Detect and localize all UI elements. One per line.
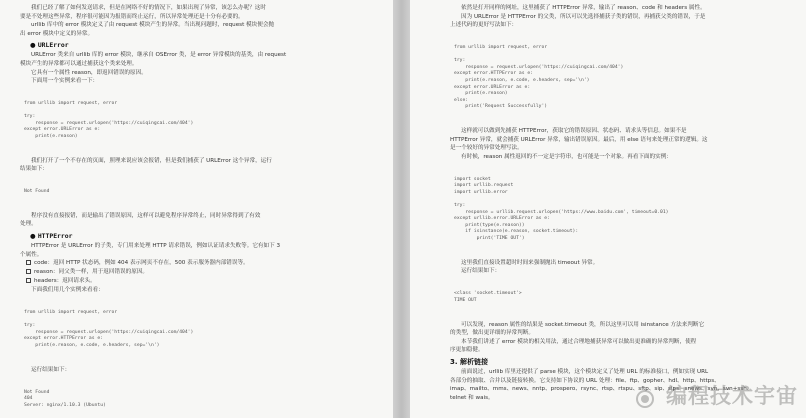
paragraph: 这里我们直接设置超时时间来强制抛出 timeout 异常。 [461,259,599,266]
paragraph: 这样就可以做到先捕获 HTTPError，获取它的错误原因、状态码、请求头等信息。如果不是 [461,128,687,135]
paragraph: 下面我们用几个实例来看看： [31,287,104,294]
paragraph: 本节我们讲述了 error 模块的相关用法，通过合理地捕获异常可以做出更准确的异常判断，使程 [461,338,697,345]
paragraph: imap、mailto、mms、news、nntp、prospero、rsync、rtsp、rtspu、sftp、sip、sips、snews、svn、svn+ssh、 [450,386,753,393]
code-block: import socket import urllib.request import urllib.error try: response = urllib.request.urlopen('https://www.baidu.com', timeout=0.01) except urllib.error.URLError as e: print(type(e.reason)) if isinstance(e.reason, socket.timeout): print('TIME OUT') [454,176,669,241]
paragraph: 结果如下： [20,166,48,173]
paragraph: 各部分的抽取、合并以及链接转换。它支持如下协议的 URL 处理：file、ftp、gopher、hdl、http、https、 [450,377,720,384]
paragraph: HTTPError 异常，就会捕获 URLError 异常，输出错误原因。最后，用 else 语句来处理正常的逻辑。这 [450,136,708,143]
checkbox-square-icon [26,260,31,265]
paragraph: 下面用一个实例来看一下： [31,78,99,85]
paragraph: 我们已经了解了如何发送请求，但是在网络不好的情况下，如果出现了异常，该怎么办呢？这时 [31,5,266,11]
paragraph: 依然是打开同样的网址，这里捕获了 HTTPError 异常，输出了 reason、code 和 headers 属性。 [461,5,706,11]
section-heading-httperror: ● HTTPError [30,232,73,241]
right-page [410,0,806,418]
output-block: Not Found 404 Server: nginx/1.10.3 (Ubuntu) [24,389,106,408]
left-page [0,0,393,418]
paragraph: 它具有一个属性 reason，即返回错误的原因。 [31,69,147,76]
paragraph: 个属性。 [20,251,43,258]
checkbox-square-icon [26,278,31,283]
right-page-content [450,4,792,402]
paragraph: 的类型，做出更详细的异常判断。 [450,330,534,337]
paragraph: 有时候，reason 属性返回的不一定是字符串，也可能是一个对象。再看下面的实例： [461,153,672,160]
paragraph: 出 error 模块中定义的异常。 [20,30,94,37]
paragraph: 前面说过，urllib 库里还提供了 parse 模块，这个模块定义了处理 URL 的标准接口，例如实现 URL [461,368,709,375]
watermark-logo-icon [636,390,654,408]
section-heading-parse: 3. 解析链接 [450,357,488,366]
paragraph: 处理。 [20,221,37,228]
code-block: from urllib import request, error try: response = request.urlopen('https://cuiqingcai.com/404') except error.HTTPError as e: print(e.reason, e.code, e.headers, sep='\n') [24,310,194,348]
paragraph: 上述代码的更好写法如下： [450,22,518,29]
list-item: headers：返回请求头。 [26,277,379,286]
paragraph: 运行结果如下： [461,268,501,275]
output-block: <class 'socket.timeout'> TIME OUT [454,291,522,303]
paragraph: 因为 URLError 是 HTTPError 的父类，所以可以先选择捕获子类的错误，再捕获父类的错误，于是 [461,13,706,20]
paragraph: 运行结果如下： [31,366,71,373]
list-item: code：返回 HTTP 状态码，例如 404 表示网页不存在，500 表示服务器内部错误等。 [26,259,379,268]
section-heading-urlerror: ● URLError [30,41,69,50]
list-item: reason：同父类一样，用于返回错误的原因。 [26,268,379,277]
paragraph: URLError 类来自 urllib 库的 error 模块，继承自 OSError 类，是 error 异常模块的基类，由 request [31,52,287,59]
book-gutter [393,0,410,418]
paragraph: 可以发现，reason 属性的结果是 socket.timeout 类，所以这里可以用 isinstance 方法来判断它 [461,321,705,328]
code-block: from urllib import request, error try: response = request.urlopen('https://cuiqingcai.com/404') except error.URLError as e: print(e.reason) [24,100,194,139]
paragraph: 序更加稳健。 [450,347,484,354]
paragraph: 模块产生的异常都可以通过捕获这个类来处理。 [20,60,138,67]
left-page-content [20,4,379,418]
watermark: 编程技术宇宙 [666,384,798,408]
paragraph: 要是不处理这些异常，程序很可能因为报错而终止运行，所以异常处理还是十分有必要的。 [20,13,244,20]
paragraph: 我们打开了一个不存在的页面，照理来说应该会报错，但是我们捕获了 URLError 这个异常，运行 [31,157,272,164]
checkbox-square-icon [26,269,31,274]
paragraph: telnet 和 wais。 [450,394,494,401]
paragraph: 程序没有直接报错，而是输出了错误原因，这样可以避免程序异常终止，同时异常得到了有效 [31,212,261,219]
output-block: Not Found [24,189,50,195]
code-block: from urllib import request, error try: response = request.urlopen('https://cuiqingcai.com/404') except error.HTTPError as e: print(e.reason, e.code, e.headers, sep='\n') except error.URLError as e: print(e.reason) else: print('Request Successfully') [454,44,624,110]
paragraph: HTTPError 是 URLError 的子类，专门用来处理 HTTP 请求错误，例如认证请求失败等。它有如下 3 [31,243,281,250]
paragraph: urllib 库中的 error 模块定义了由 request 模块产生的异常。当出现问题时，request 模块便会抛 [31,22,275,29]
paragraph: 是一个较好的异常处理写法。 [450,145,523,152]
